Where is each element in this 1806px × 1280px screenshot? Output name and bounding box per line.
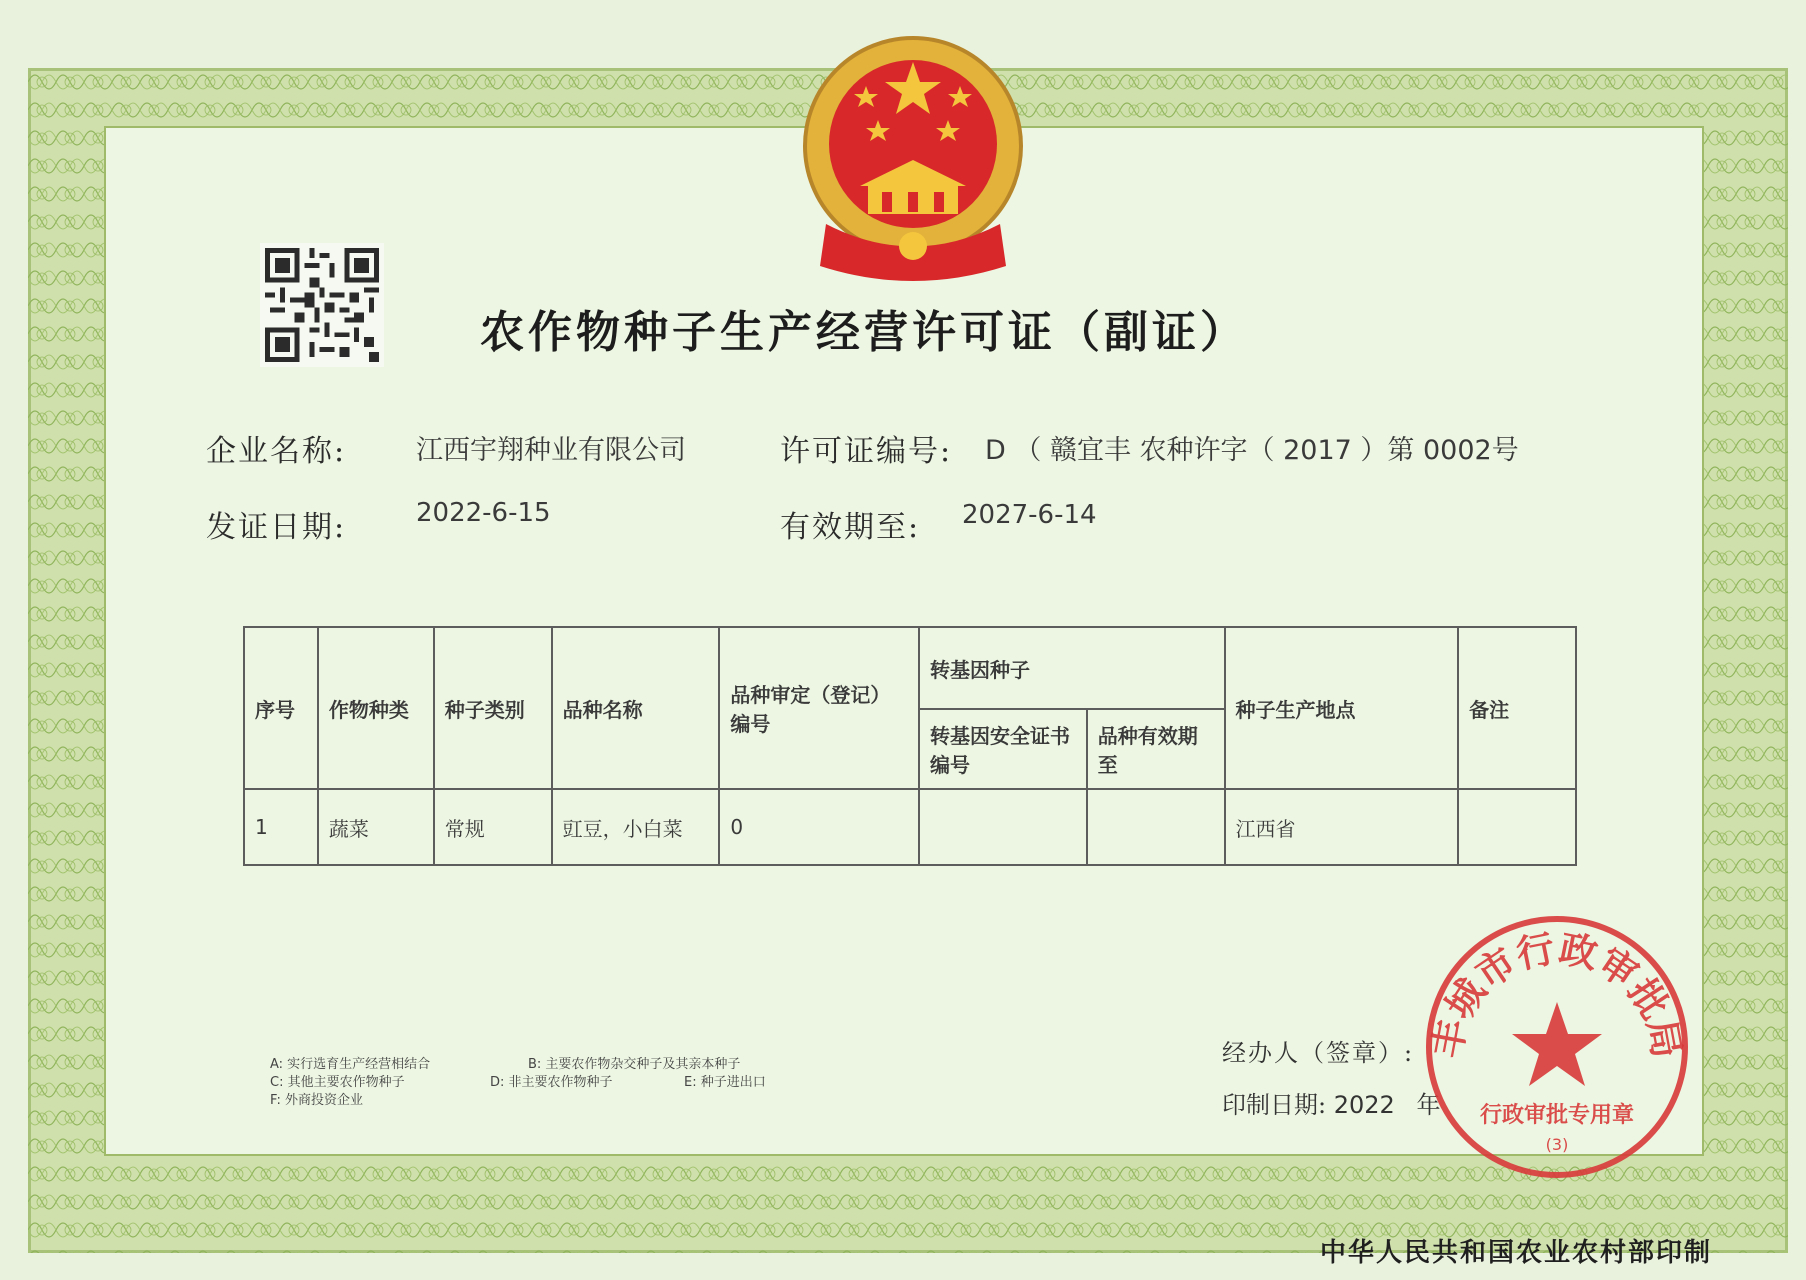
seal-number: (3) [1545, 1135, 1569, 1154]
page-title: 农作物种子生产经营许可证（副证） [480, 307, 1248, 358]
note-a: A: 实行选育生产经营相结合 [270, 1057, 431, 1072]
cell-gmo-valid [1087, 789, 1225, 865]
note-b: B: 主要农作物杂交种子及其亲本种子 [528, 1057, 741, 1072]
cell-type: 常规 [434, 789, 552, 865]
handler-label: 经办人（签章）: [1222, 1039, 1415, 1067]
company-value: 江西宇翔种业有限公司 [416, 435, 686, 466]
seal-text: 丰城市行政审批局 [1423, 925, 1691, 1062]
cell-gmo-cert [919, 789, 1087, 865]
header-location: 种子生产地点 [1225, 627, 1459, 789]
national-emblem [796, 34, 1030, 282]
note-e: E: 种子进出口 [684, 1075, 766, 1090]
issue-date-label: 发证日期: [206, 510, 347, 545]
ministry-imprint: 中华人民共和国农业农村部印制 [1320, 1238, 1713, 1268]
header-gmo-valid: 品种有效期至 [1087, 709, 1225, 789]
cell-remark [1458, 789, 1576, 865]
cell-variety: 豇豆，小白菜 [552, 789, 720, 865]
header-gmo-cert: 转基因安全证书编号 [919, 709, 1087, 789]
qr-code [260, 243, 384, 367]
header-gmo: 转基因种子 [919, 627, 1225, 709]
seal-subtitle: 行政审批专用章 [1479, 1102, 1635, 1128]
official-seal [1418, 908, 1696, 1186]
cell-crop: 蔬菜 [318, 789, 434, 865]
header-variety: 品种名称 [552, 627, 720, 789]
company-label: 企业名称: [206, 434, 347, 469]
license-value: D （ 赣宜丰 农种许字（ 2017 ）第 0002号 [985, 435, 1519, 466]
print-date-year-char: 年 [1416, 1091, 1441, 1119]
cell-approval: 0 [719, 789, 919, 865]
valid-until-label: 有效期至: [780, 510, 921, 545]
header-approval: 品种审定（登记）编号 [719, 627, 919, 789]
header-remark: 备注 [1458, 627, 1576, 789]
cell-seq: 1 [244, 789, 318, 865]
note-c: C: 其他主要农作物种子 [270, 1075, 405, 1090]
print-date-label: 印制日期: [1222, 1091, 1327, 1119]
category-notes [270, 1056, 766, 1110]
issue-date-value: 2022-6-15 [416, 498, 551, 528]
seed-table [243, 626, 1577, 866]
note-d: D: 非主要农作物种子 [490, 1075, 613, 1090]
print-date [1222, 1085, 1440, 1120]
note-f: F: 外商投资企业 [270, 1093, 363, 1108]
print-date-year: 2022 [1333, 1091, 1395, 1119]
cell-location: 江西省 [1225, 789, 1459, 865]
table-row [244, 789, 1576, 865]
header-seq: 序号 [244, 627, 318, 789]
header-type: 种子类别 [434, 627, 552, 789]
license-label: 许可证编号: [780, 434, 953, 469]
header-crop: 作物种类 [318, 627, 434, 789]
valid-until-value: 2027-6-14 [962, 500, 1097, 530]
